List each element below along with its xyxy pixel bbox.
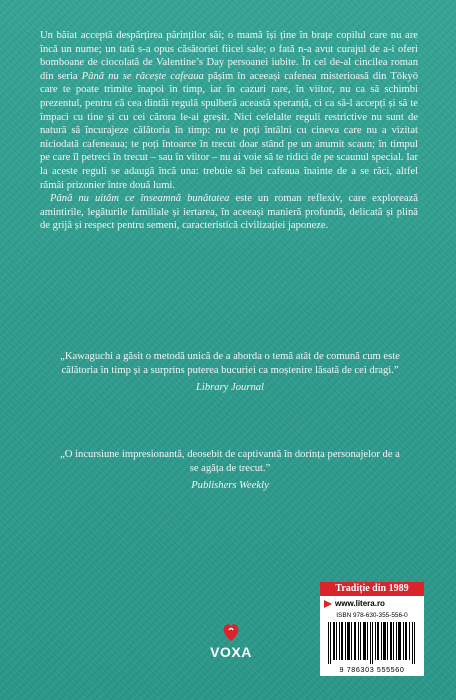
isbn-text: ISBN 978-630-355-556-0 — [336, 612, 408, 619]
blurb-text-1a: Un băiat acceptă despărțirea părinților săi; o mamă își ține în brațe copilul care nu are încă un nume; un tată s-a opus căsătoriei fiicei sale; o fată n-a avut curajul de a-i oferi bomboane de ciocolată de Valentine’s Day persoanei iubite. În cel de-al cincilea roman din seria — [40, 30, 418, 82]
blurb-text-2: este un roman reflexiv, care explorează amintirile, legăturile familiale și iertarea, în aceeași manieră profundă, delicată și plină de grijă și respect pentru semeni, caracteristică civilizației japoneze. — [40, 193, 418, 232]
quote-text: „Kawaguchi a găsit o metodă unică de a aborda o temă atât de comună cum este călătoria în timp și a surprins puterea bucuriei ca moștenire lăsată de cei dragi.” — [60, 351, 400, 376]
website-row — [324, 598, 422, 610]
voxa-mark-icon — [222, 622, 240, 642]
barcode-panel — [320, 582, 424, 676]
blurb-text-1b: pășim în aceeași cafenea misterioasă din Tōkyō care te poate trimite înapoi în timp, iar în cazuri rare, în viitor, nu ca să schimbi prezentul, pentru că cea dintâi regulă spulberă această speranță, ci ca să-l accepți și să te împaci cu tine și cu cei cărora le-ai greșit. Nici celelalte reguli restrictive nu sunt de natură să încurajeze călătoria în timp: nu te poți întâlni cu cineva care nu a vizitat niciodată cafeneaua; te poți întoarce în trecut doar stând pe un anumit scaun; în timpul pe care îl petreci în trecut – sau în viitor – nu ai voie să te ridici de pe scaunul special. Iar la aceste reguli se adaugă încă una: trebuie să bei cafeaua înainte de a se răci, altfel rămâi prizonier între două lumi. — [40, 70, 418, 191]
book-title: Până nu uităm ce înseamnă bunătatea — [50, 193, 230, 205]
ean-number: 9 786303 555560 — [339, 665, 405, 674]
blurb-paragraph-2 — [40, 192, 418, 233]
quote-source: Library Journal — [196, 381, 264, 393]
publisher-name: VOXA — [210, 644, 252, 660]
website-text: www.litera.ro — [335, 599, 385, 608]
publisher-logo — [206, 622, 256, 670]
series-title: Până nu se răcește cafeaua — [81, 70, 204, 82]
review-quote-1 — [60, 350, 400, 394]
book-blurb — [40, 29, 418, 233]
quote-text: „O incursiune impresionantă, deosebit de captivantă în dorința personajelor de a se agăța de trecut.” — [60, 449, 400, 474]
arrow-icon — [324, 600, 332, 608]
blurb-paragraph-1 — [40, 29, 418, 192]
review-quote-2 — [60, 448, 400, 492]
tradition-banner: Tradiție din 1989 — [320, 582, 424, 596]
quote-source: Publishers Weekly — [191, 479, 269, 491]
barcode-icon — [328, 622, 418, 664]
